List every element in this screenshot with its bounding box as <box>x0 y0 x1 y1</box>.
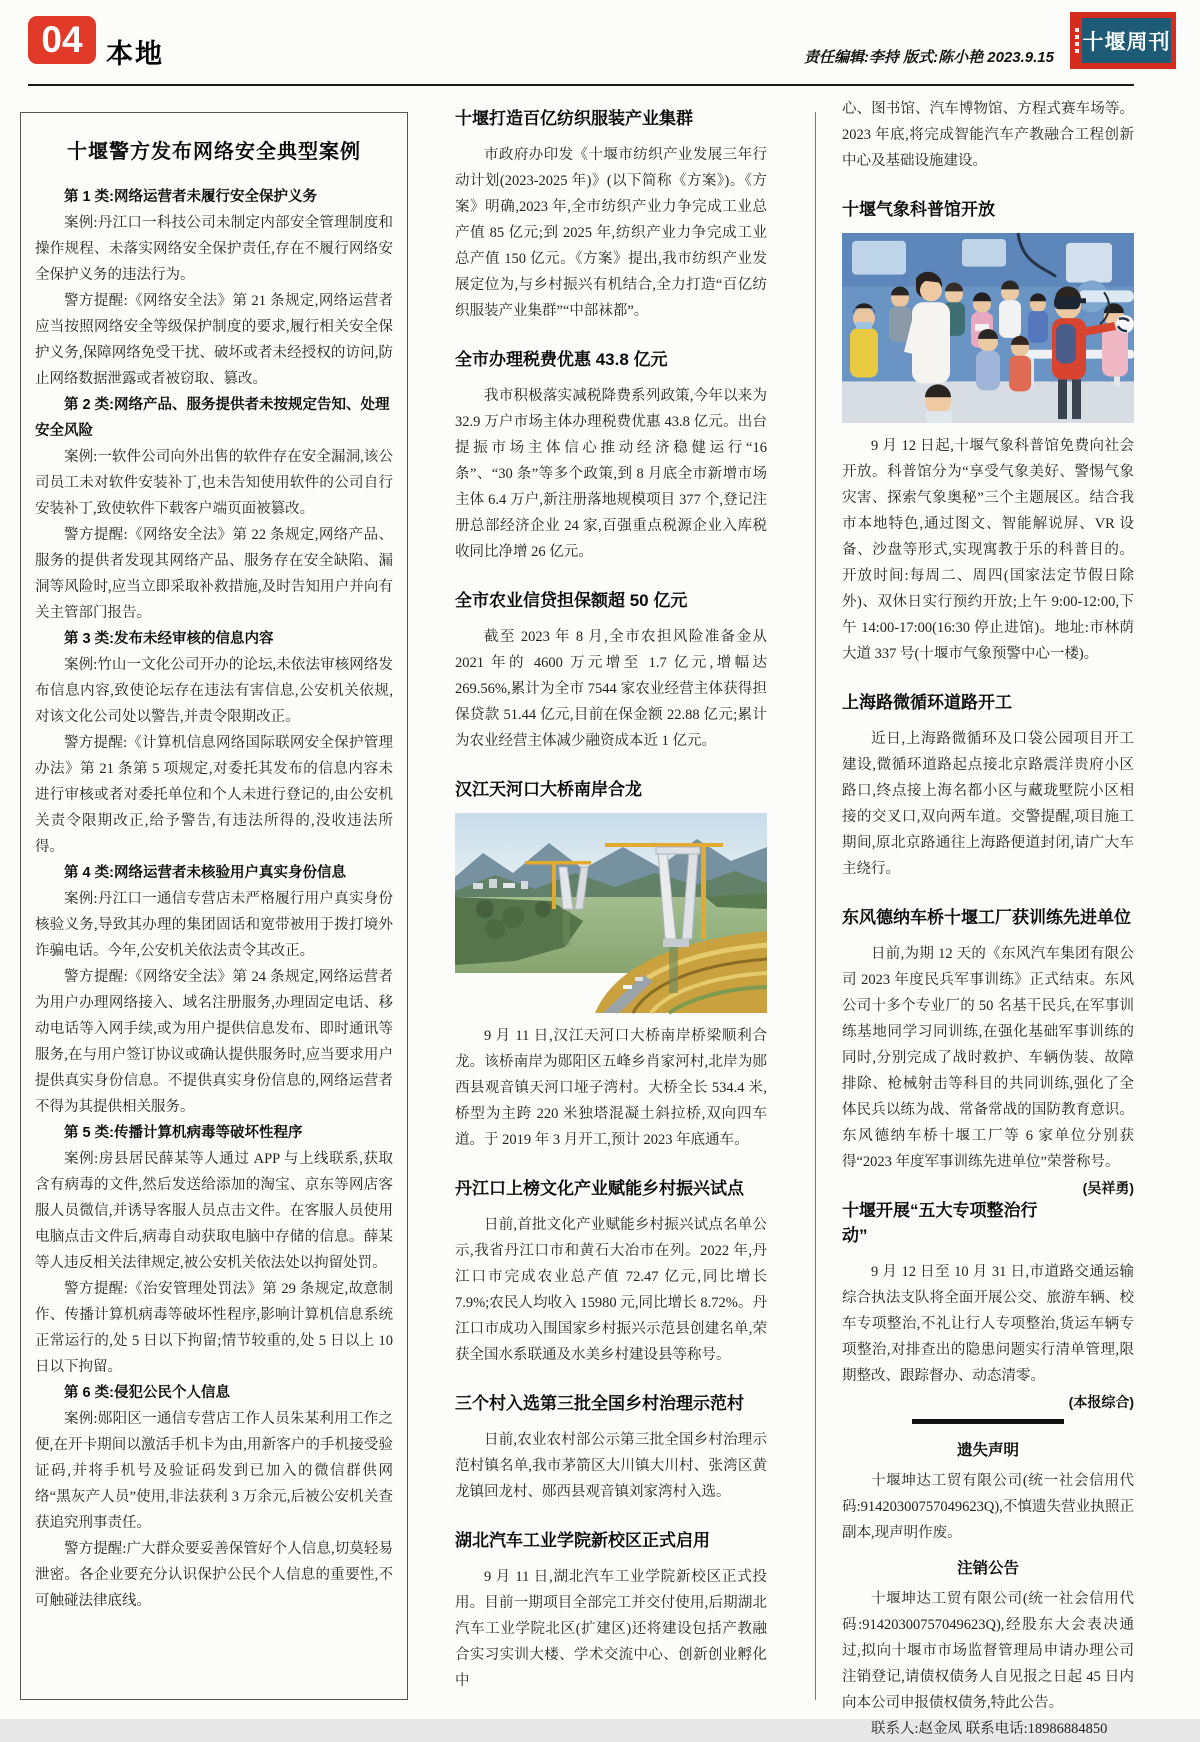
article-paragraph: 日前,首批文化产业赋能乡村振兴试点名单公示,我省丹江口市和黄石大冶市在列。2022 年,丹江口市完成农业总产值 72.47 亿元,同比增长 7.9%;农民人均收入 15980 元,同比增长 8.72%。丹江口市成功入围国家乡村振兴示范县创建名单,荣获全国水系联通及水美乡村建设县等称号。 <box>455 1217 767 1363</box>
case-category-heading: 第 3 类:发布未经审核的信息内容 <box>64 631 274 647</box>
case-category-heading: 第 2 类:网络产品、服务提供者未按规定告知、处理安全风险 <box>35 397 390 439</box>
news-article <box>842 96 1134 174</box>
middle-column <box>455 96 767 1694</box>
news-article <box>842 1196 1134 1410</box>
article-byline: (吴祥勇) <box>1082 1180 1134 1196</box>
header-rule <box>28 84 1134 86</box>
museum-vr-photo <box>842 233 1134 423</box>
article-headline: 十堰开展“五大专项整治行动” <box>842 1201 1038 1245</box>
article-paragraph: 日前,农业农村部公示第三批全国乡村治理示范村镇名单,我市茅箭区大川镇大川村、张湾区黄龙镇回龙村、郧西县观音镇刘家湾村入选。 <box>455 1432 767 1500</box>
article-paragraph: 我市积极落实减税降费系列政策,今年以来为 32.9 万户市场主体办理税费优惠 43.8 亿元。出台提振市场主体信心推动经济稳健运行“16 条”、“30 条”等多个政策,到 8 月底全市新增市场主体 6.4 万户,新注册落地规模项目 377 个,登记注册总部经济企业 24 家,百强重点税源企业入库税收同比净增 26 亿元。 <box>455 388 767 560</box>
article-paragraph: 截至 2023 年 8 月,全市农担风险准备金从 2021 年的 4600 万元增至 1.7 亿元,增幅达 269.56%,累计为全市 7544 家农业经营主体获得担保贷款 51.44 亿元,目前在保金额 22.88 亿元;累计为农业经营主体减少融资成本近 1 亿元。 <box>455 629 767 749</box>
notice-paragraph: 十堰坤达工贸有限公司(统一社会信用代码:91420300757049623Q),经股东大会表决通过,拟向十堰市市场监督管理局申请办理公司注销登记,请债权债务人自见报之日起 45 日内向本公司申报债权债务,特此公告。 <box>842 1591 1134 1711</box>
article-headline: 三个村入选第三批全国乡村治理示范村 <box>455 1394 744 1413</box>
notices-divider-bar <box>912 1419 1064 1424</box>
news-article <box>455 1526 767 1694</box>
section-label: 本地 <box>106 39 164 69</box>
column-divider-rule <box>815 112 816 1700</box>
page-number-badge: 04 <box>28 16 96 64</box>
article-headline: 汉江天河口大桥南岸合龙 <box>455 780 642 799</box>
case-category-heading: 第 5 类:传播计算机病毒等破坏性程序 <box>64 1125 303 1141</box>
case-paragraph: 案例:房县居民薛某等人通过 APP 与上线联系,获取含有病毒的文件,然后发送给添加的淘宝、京东等网店客服人员微信,并诱导客服人员点击文件。在客服人员使用电脑点击文件后,病毒自动获取电脑中存储的信息。薛某等人违反相关法律规定,被公安机关依法处以拘留处罚。 <box>35 1151 393 1271</box>
public-notice <box>842 1438 1134 1546</box>
notice-title: 注销公告 <box>956 1560 1019 1577</box>
notice-paragraph: 联系人:赵金凤 联系电话:18986884850 <box>871 1721 1108 1737</box>
news-article <box>455 586 767 754</box>
article-headline: 全市办理税费优惠 43.8 亿元 <box>455 350 668 369</box>
article-paragraph: 9 月 11 日,汉江天河口大桥南岸桥梁顺利合龙。该桥南岸为郧阳区五峰乡肖家河村,北岸为郧西县观音镇天河口垭子湾村。大桥全长 534.4 米,桥型为主跨 220 米独塔混凝土斜拉桥,双向四车道。于 2019 年 3 月开工,预计 2023 年底通车。 <box>455 1028 767 1148</box>
news-article <box>455 1174 767 1368</box>
news-article <box>842 688 1134 882</box>
article-byline: (本报综合) <box>1068 1394 1134 1410</box>
case-category-heading: 第 4 类:网络运营者未核验用户真实身份信息 <box>64 865 346 881</box>
article-headline: 湖北汽车工业学院新校区正式启用 <box>455 1531 710 1550</box>
case-paragraph: 警方提醒:《网络安全法》第 22 条规定,网络产品、服务的提供者发现其网络产品、服务存在安全缺陷、漏洞等风险时,应当立即采取补救措施,及时告知用户并向有关主管部门报告。 <box>35 527 393 621</box>
masthead-title: 十堰周刊 <box>1082 18 1171 63</box>
notices-section <box>842 1438 1134 1742</box>
article-paragraph: 日前,为期 12 天的《东风汽车集团有限公司 2023 年度民兵军事训练》正式结束。东风公司十多个专业厂的 50 名基干民兵,在军事训练基地同学习同训练,在强化基础军事训练的同时,分别完成了战时救护、车辆伪装、故障排除、枪械射击等科目的共同训练,强化了全体民兵以练为战、常备常战的国防教育意识。东风德纳车桥十堰工厂等 6 家单位分别获得“2023 年度军事训练先进单位”荣誉称号。 (吴祥勇) <box>842 941 1134 1175</box>
article-paragraph: 近日,上海路微循环及口袋公园项目开工建设,微循环道路起点接北京路震洋贵府小区路口,终点接上海名都小区与藏珑墅院小区相接的交叉口,双向两车道。交警提醒,项目施工期间,原北京路通往上海路便道封闭,请广大车主绕行。 <box>842 731 1134 877</box>
right-column <box>842 96 1134 1742</box>
case-paragraph: 警方提醒:《治安管理处罚法》第 29 条规定,故意制作、传播计算机病毒等破坏性程序,影响计算机信息系统正常运行的,处 5 日以下拘留;情节较重的,处 5 日以上 10 日以下拘留。 <box>35 1281 393 1375</box>
notice-title: 遗失声明 <box>956 1442 1019 1459</box>
news-article <box>842 195 1134 667</box>
notice-paragraph: 十堰坤达工贸有限公司(统一社会信用代码:91420300757049623Q),不慎遗失营业执照正副本,现声明作废。 <box>842 1473 1134 1541</box>
case-paragraph: 案例:郧阳区一通信专营店工作人员朱某利用工作之便,在开卡期间以激活手机卡为由,用新客户的手机接受验证码,并将手机号及验证码发到已加入的微信群供网络“黑灰产人员”使用,非法获利 3 万余元,后被公安机关查获追究刑事责任。 <box>35 1411 393 1531</box>
article-paragraph: 9 月 12 日起,十堰气象科普馆免费向社会开放。科普馆分为“享受气象美好、警惕气象灾害、探索气象奥秘”三个主题展区。结合我市本地特色,通过图文、智能解说屏、VR 设备、沙盘等形式,实现寓教于乐的科普目的。开放时间:每周二、周四(国家法定节假日除外)、双休日实行预约开放;上午 9:00-12:00,下午 14:00-17:00(16:30 停止进馆)。地址:市林荫大道 337 号(十堰市气象预警中心一楼)。 <box>842 438 1134 662</box>
article-paragraph: 9 月 12 日至 10 月 31 日,市道路交通运输综合执法支队将全面开展公交、旅游车辆、校车专项整治,不礼让行人专项整治,货运车辆专项整治,对排查出的隐患问题实行清单管理,限期整改、跟踪督办、动态清零。 (本报综合) <box>842 1259 1134 1389</box>
case-paragraph: 案例:竹山一文化公司开办的论坛,未依法审核网络发布信息内容,致使论坛存在违法有害信息,公安机关依规,对该文化公司处以警告,并责令限期改正。 <box>35 657 393 725</box>
case-category-heading: 第 6 类:侵犯公民个人信息 <box>64 1385 230 1401</box>
news-article <box>455 104 767 324</box>
article-headline: 全市农业信贷担保额超 50 亿元 <box>455 591 688 610</box>
right-articles <box>842 96 1134 1410</box>
case-paragraph: 案例:丹江口一科技公司未制定内部安全管理制度和操作规程、未落实网络安全保护责任,存在不履行网络安全保护义务的违法行为。 <box>35 215 393 283</box>
editor-credit-line: 责任编辑:李持 版式:陈小艳 2023.9.15 <box>803 49 1054 66</box>
case-paragraph: 警方提醒:《网络安全法》第 21 条规定,网络运营者应当按照网络安全等级保护制度的要求,履行相关安全保护义务,保障网络免受干扰、破坏或者未经授权的访问,防止网络数据泄露或者被窃取、篡改。 <box>35 293 393 387</box>
article-headline: 上海路微循环道路开工 <box>842 693 1012 712</box>
news-article <box>842 903 1134 1196</box>
masthead-side-marks <box>1072 18 1082 63</box>
article-headline: 东风德纳车桥十堰工厂获训练先进单位 <box>842 908 1131 927</box>
left-feature-blocks <box>35 184 393 1614</box>
news-article <box>455 345 767 565</box>
article-headline: 十堰气象科普馆开放 <box>842 200 995 219</box>
news-article <box>455 1389 767 1505</box>
article-headline: 十堰打造百亿纺织服装产业集群 <box>455 109 693 128</box>
case-paragraph: 案例:丹江口一通信专营店未严格履行用户真实身份核验义务,导致其办理的集团固话和宽带被用于拨打境外诈骗电话。今年,公安机关依法责令其改正。 <box>35 891 393 959</box>
case-paragraph: 警方提醒:广大群众要妥善保管好个人信息,切莫轻易泄密。各企业要充分认识保护公民个人信息的重要性,不可触碰法律底线。 <box>35 1541 393 1609</box>
article-headline: 丹江口上榜文化产业赋能乡村振兴试点 <box>455 1179 744 1198</box>
bridge-construction-photo <box>455 813 767 1013</box>
public-notice <box>842 1556 1134 1742</box>
article-paragraph: 心、图书馆、汽车博物馆、方程式赛车场等。2023 年底,将完成智能汽车产教融合工程创新中心及基础设施建设。 <box>842 101 1134 169</box>
case-paragraph: 警方提醒:《网络安全法》第 24 条规定,网络运营者为用户办理网络接入、域名注册服务,办理固定电话、移动电话等入网手续,或为用户提供信息发布、即时通讯等服务,在与用户签订协议或确认提供服务时,应当要求用户提供真实身份信息。不提供真实身份信息的,网络运营者不得为其提供相关服务。 <box>35 969 393 1115</box>
masthead-logo <box>1070 12 1176 69</box>
article-paragraph: 9 月 11 日,湖北汽车工业学院新校区正式投用。目前一期项目全部完工并交付使用,后期湖北汽车工业学院北区(扩建区)还将建设包括产教融合实习实训大楼、学术交流中心、创新创业孵化中 <box>455 1569 767 1689</box>
case-category-heading: 第 1 类:网络运营者未履行安全保护义务 <box>64 189 317 205</box>
case-paragraph: 案例:一软件公司向外出售的软件存在安全漏洞,该公司员工未对软件安装补丁,也未告知使用软件的公司自行安装补丁,致使软件下载客户端页面被篡改。 <box>35 449 393 517</box>
article-paragraph: 市政府办印发《十堰市纺织产业发展三年行动计划(2023-2025 年)》(以下简称《方案》)。《方案》明确,2023 年,全市纺织产业力争完成工业总产值 85 亿元;到 2025 年,纺织产业力争完成工业总产值 150 亿元。《方案》提出,我市纺织产业发展定位为,与乡村振兴有机结合,全力打造“百亿纺织服装产业集群”“中部袜都”。 <box>455 147 767 319</box>
news-article <box>455 775 767 1153</box>
feature-title: 十堰警方发布网络安全典型案例 <box>67 141 361 163</box>
case-paragraph: 警方提醒:《计算机信息网络国际联网安全保护管理办法》第 21 条第 5 项规定,对委托其发布的信息内容未进行审核或者对委托单位和个人未进行登记的,由公安机关责令限期改正,给予警告,有违法所得的,没收违法所得。 <box>35 735 393 855</box>
police-case-feature-box <box>20 112 408 1700</box>
